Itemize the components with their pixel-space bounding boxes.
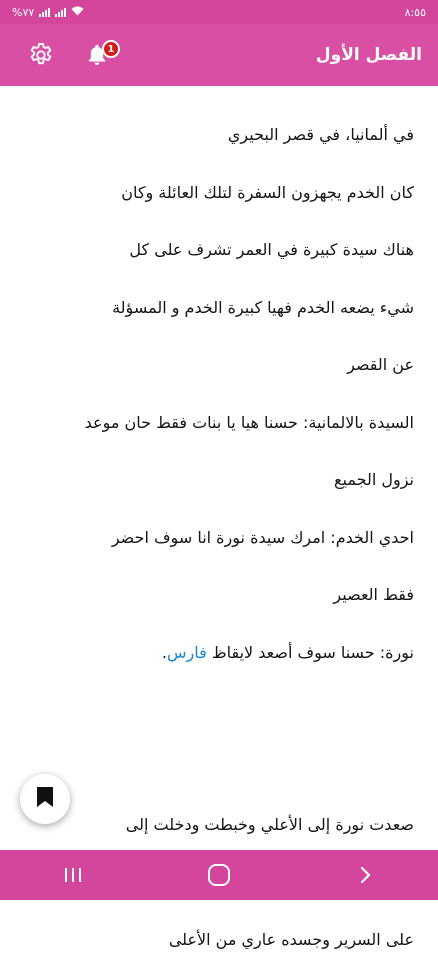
character-name-link[interactable]: فارس [166, 642, 207, 662]
text-line-dialogue [22, 624, 414, 682]
signal-icon [55, 7, 66, 17]
text-line: في ألمانيا، في قصر البحيري [227, 125, 414, 144]
notification-count-badge: 1 [102, 40, 120, 58]
notification-bell-icon[interactable] [80, 38, 114, 72]
blank-line [22, 681, 414, 739]
status-indicators [12, 6, 84, 19]
text-line: شيء يضعه الخدم فهيا كبيرة الخدم و المسؤلة [112, 297, 414, 317]
signal-icon [39, 7, 50, 17]
chapter-text [0, 86, 438, 949]
text-line: السيدة بالالمانية: حسنا هيا يا بنات فقط حان موعد [84, 412, 414, 432]
text-line: كان الخدم يجهزون السفرة لتلك العائلة وكان [121, 182, 414, 202]
text-line: صعدت نورة إلى الأعلي وخبطت ودخلت إلى [125, 815, 414, 834]
bookmark-button[interactable] [20, 774, 70, 824]
app-bar-actions [24, 38, 114, 72]
text-line-prefix: نورة: حسنا سوف أصعد لايقاظ [206, 642, 414, 662]
status-time: ٨:٥٥ [404, 5, 426, 19]
home-icon[interactable] [189, 855, 249, 895]
battery-percentage: %٧٧ [12, 5, 35, 19]
bookmark-icon [36, 786, 54, 812]
system-navigation-bar [0, 850, 438, 900]
app-bar [0, 24, 438, 86]
status-bar [0, 0, 438, 24]
blank-line [22, 739, 414, 797]
text-line: عن القصر [347, 355, 414, 374]
text-line: احدي الخدم: امرك سيدة نورة انا سوف احضر [111, 527, 414, 547]
chapter-title: الفصل الأول [315, 45, 422, 65]
text-line-suffix: . [161, 642, 167, 662]
recents-icon[interactable] [43, 855, 103, 895]
text-line: هناك سيدة كبيرة في العمر تشرف على كل [129, 240, 414, 259]
back-icon[interactable] [335, 855, 395, 895]
settings-gear-icon[interactable] [24, 38, 58, 72]
text-line: فقط العصير [333, 585, 414, 604]
text-line: على السرير وجسده عاري من الأعلى [168, 930, 414, 949]
wifi-icon [71, 6, 84, 19]
text-line: نزول الجميع [334, 470, 414, 489]
